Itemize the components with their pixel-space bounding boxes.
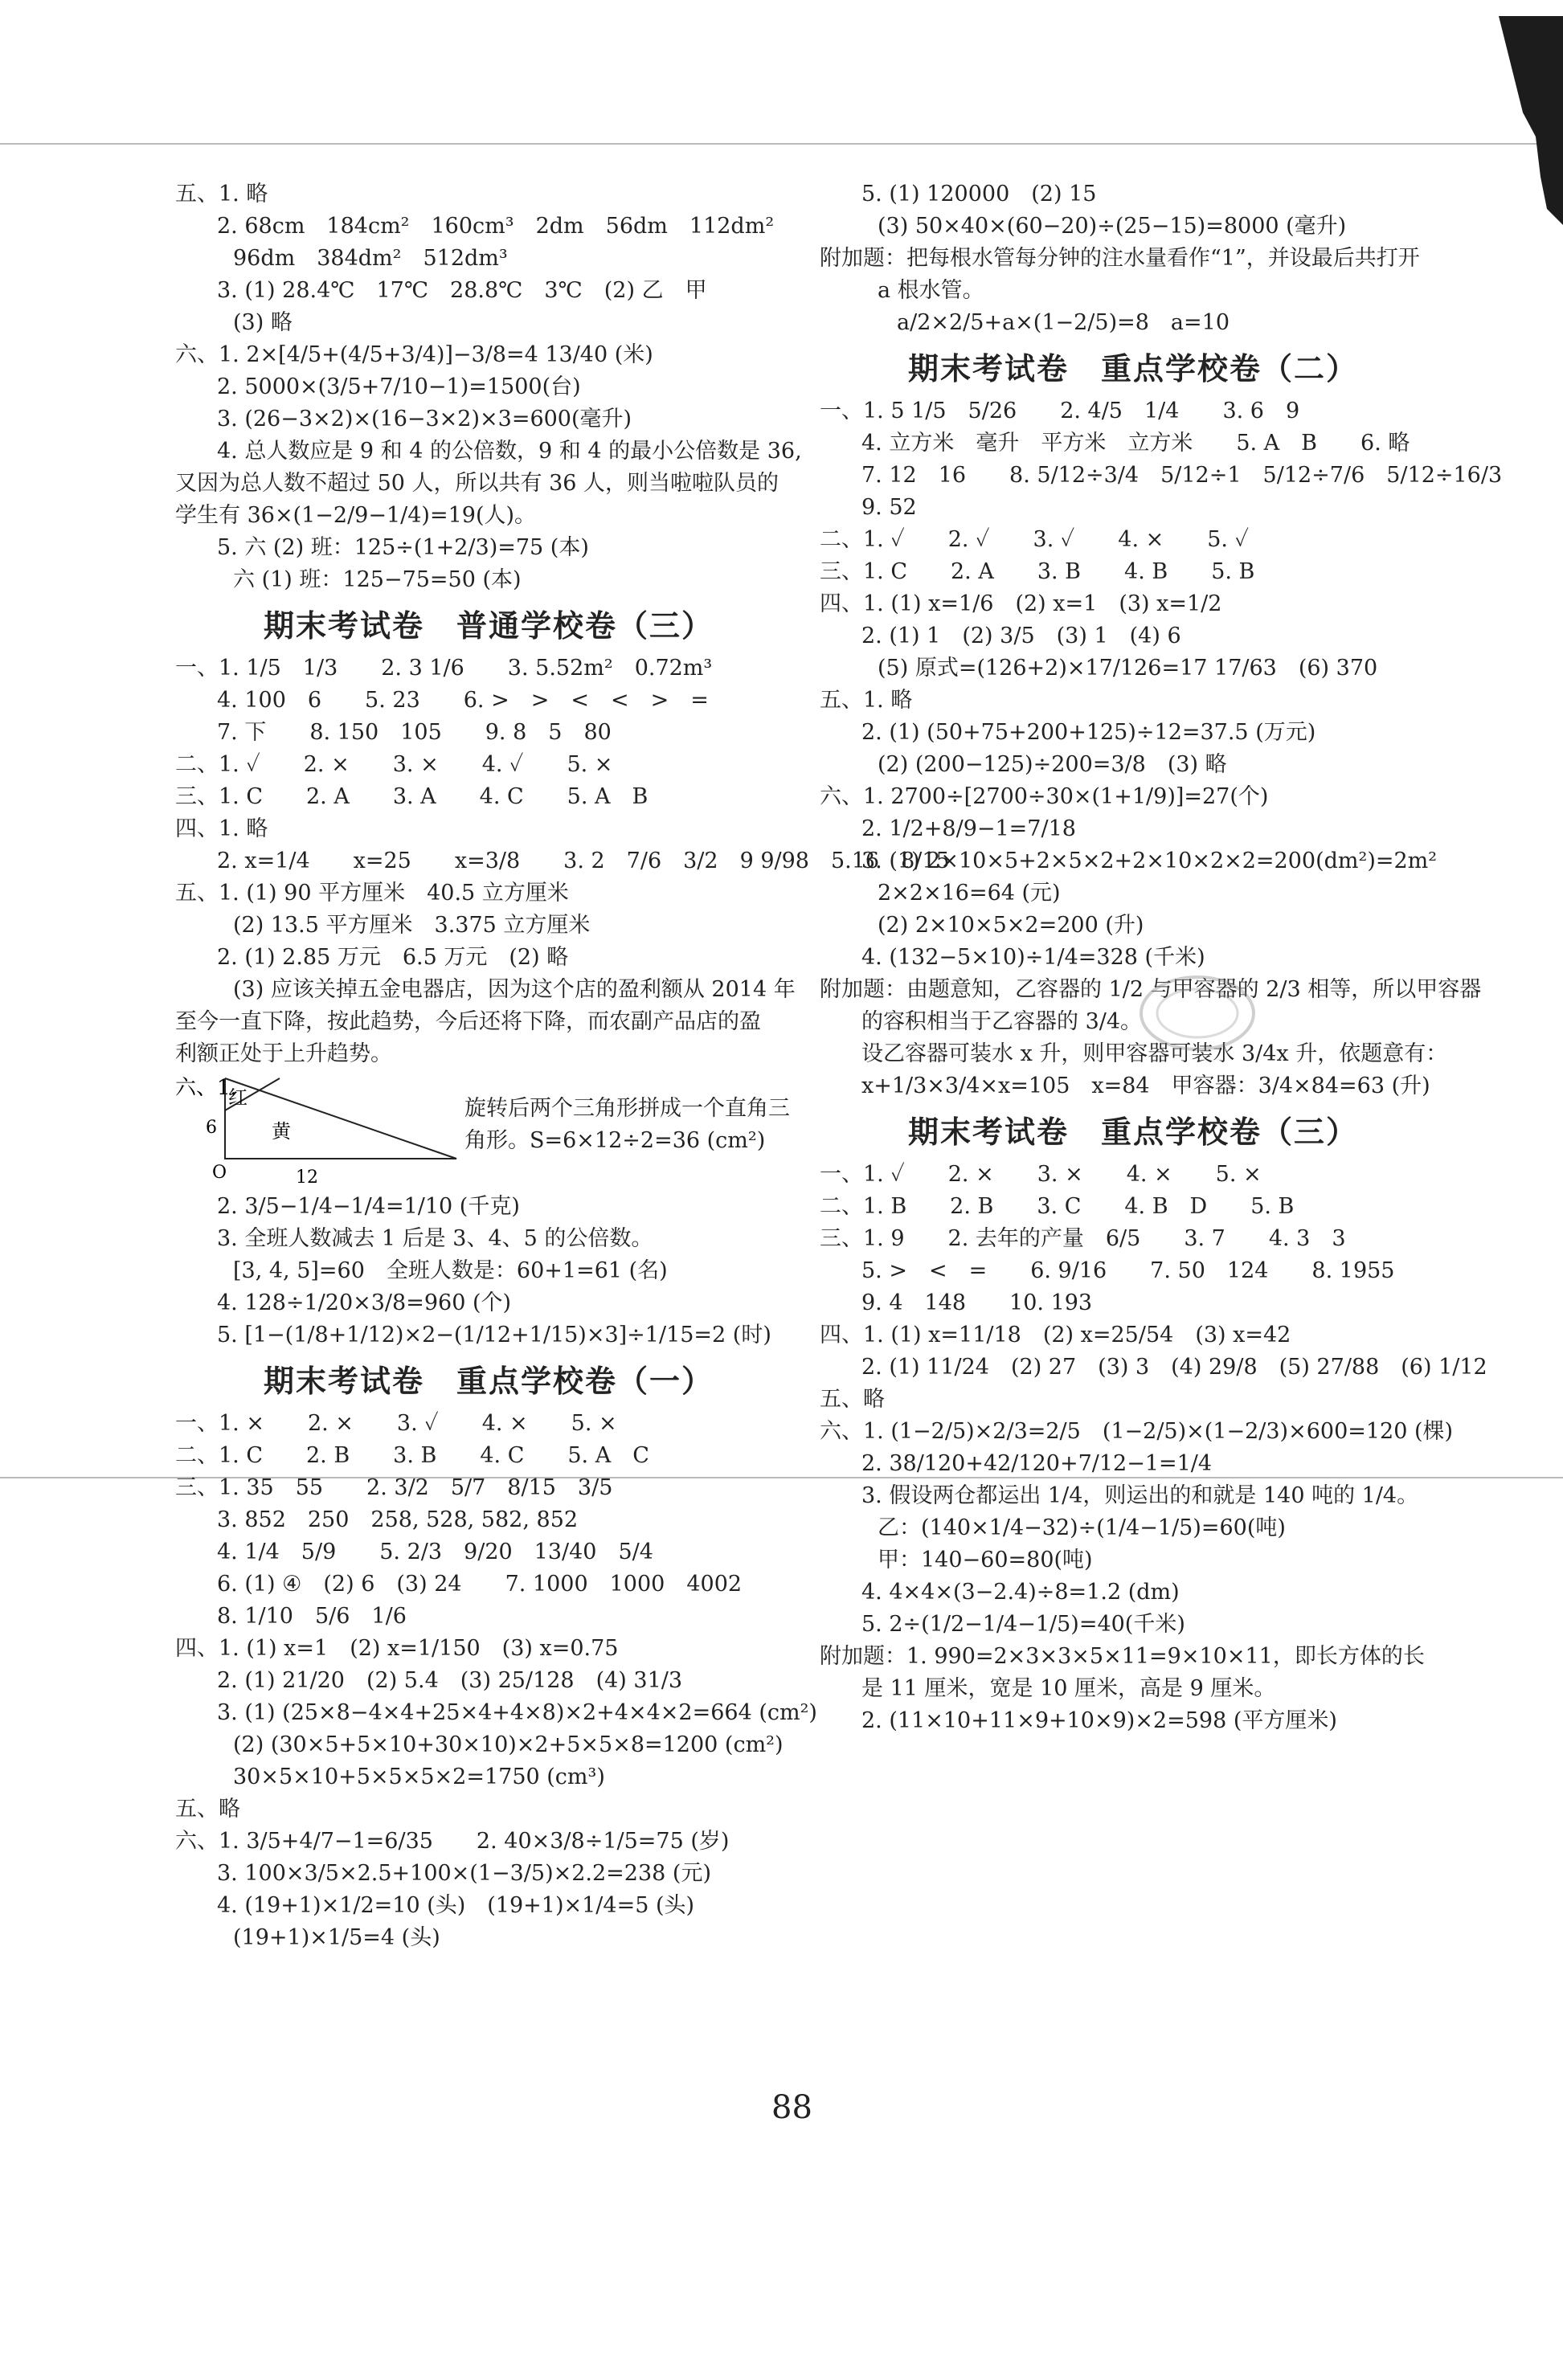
answer-line: 2. (1) (50+75+200+125)÷12=37.5 (万元) [861, 720, 1316, 745]
answer-line: 3. 全班人数减去 1 后是 3、4、5 的公倍数。 [217, 1226, 653, 1251]
answer-line: 3. 假设两仓都运出 1/4，则运出的和就是 140 吨的 1/4。 [861, 1483, 1419, 1508]
section-title: 期末考试卷 普通学校卷（三） [263, 608, 714, 644]
answer-line: 2. x=1/4 x=25 x=3/8 3. 2 7/6 3/2 9 9/98 5.16 8/15 [217, 849, 950, 873]
answer-line: 9. 52 [861, 495, 917, 520]
answer-line: 三、1. 35 55 2. 3/2 5/7 8/15 3/5 [175, 1475, 613, 1500]
answer-line: 五、略 [820, 1387, 885, 1412]
page-number: 88 [771, 2089, 812, 2126]
figure-label: 六、1. [175, 1076, 237, 1100]
answer-line: 六、1. (1−2/5)×2/3=2/5 (1−2/5)×(1−2/3)×600=120 (棵) [820, 1419, 1454, 1444]
answer-line: 四、1. (1) x=11/18 (2) x=25/54 (3) x=42 [820, 1323, 1291, 1347]
answer-line: 6. (1) ④ (2) 6 (3) 24 7. 1000 1000 4002 [217, 1572, 743, 1597]
answer-line: 5. [1−(1/8+1/12)×2−(1/12+1/15)×3]÷1/15=2 (时) [217, 1323, 771, 1347]
answer-line: 7. 12 16 8. 5/12÷3/4 5/12÷1 5/12÷7/6 5/12÷16/3 [861, 463, 1503, 488]
answer-line: 5. > < = 6. 9/16 7. 50 124 8. 1955 [861, 1258, 1395, 1283]
answer-line: 至今一直下降，按此趋势，今后还将下降，而农副产品店的盈 [175, 1009, 761, 1034]
answer-line: 六 (1) 班：125−75=50 (本) [233, 567, 522, 592]
answer-line: 4. (19+1)×1/2=10 (头) (19+1)×1/4=5 (头) [217, 1893, 695, 1918]
answer-line: 一、1. 1/5 1/3 2. 3 1/6 3. 5.52m² 0.72m³ [175, 656, 713, 681]
answer-line: 4. 4×4×(3−2.4)÷8=1.2 (dm) [861, 1580, 1180, 1605]
answer-line: 六、1. 2×[4/5+(4/5+3/4)]−3/8=4 13/40 (米) [175, 342, 653, 367]
section-title: 期末考试卷 重点学校卷（三） [908, 1114, 1359, 1150]
answer-line: (2) 13.5 平方厘米 3.375 立方厘米 [233, 913, 591, 938]
answer-line: 5. 2÷(1/2−1/4−1/5)=40(千米) [861, 1612, 1185, 1637]
answer-line: 五、略 [175, 1797, 240, 1822]
answer-line: 2×2×16=64 (元) [878, 881, 1061, 906]
answer-line: 2. (1) 2.85 万元 6.5 万元 (2) 略 [217, 945, 569, 970]
answer-line: (3) 应该关掉五金电器店，因为这个店的盈利额从 2014 年 [233, 977, 796, 1002]
answer-line: 一、1. × 2. × 3. ✓ 4. × 5. × [175, 1411, 617, 1436]
answer-line: 2. 3/5−1/4−1/4=1/10 (千克) [217, 1194, 520, 1219]
answer-line: 4. 立方米 毫升 平方米 立方米 5. A B 6. 略 [861, 431, 1410, 456]
answer-line: 8. 1/10 5/6 1/6 [217, 1604, 407, 1629]
torn-edge [1491, 16, 1563, 225]
answer-line: 2. (1) 11/24 (2) 27 (3) 3 (4) 29/8 (5) 27/88 (6) 1/12 [861, 1355, 1487, 1380]
answer-line: 四、1. (1) x=1 (2) x=1/150 (3) x=0.75 [175, 1636, 619, 1661]
answer-line: (2) 2×10×5×2=200 (升) [878, 913, 1144, 938]
answer-line: 4. 128÷1/20×3/8=960 (个) [217, 1290, 512, 1315]
answer-line: 二、1. ✓ 2. × 3. × 4. ✓ 5. × [175, 752, 613, 777]
answer-line: 二、1. ✓ 2. ✓ 3. ✓ 4. × 5. ✓ [820, 527, 1249, 552]
section-title: 期末考试卷 重点学校卷（一） [263, 1364, 714, 1399]
answer-line: 六、1. 3/5+4/7−1=6/35 2. 40×3/8÷1/5=75 (岁) [175, 1829, 730, 1854]
right-column [820, 178, 1503, 1737]
answer-line: 5. 六 (2) 班：125÷(1+2/3)=75 (本) [217, 535, 589, 560]
answer-line: 二、1. C 2. B 3. B 4. C 5. A C [175, 1443, 649, 1468]
answer-line: x+1/3×3/4×x=105 x=84 甲容器：3/4×84=63 (升) [861, 1073, 1430, 1098]
answer-line: 4. 1/4 5/9 5. 2/3 9/20 13/40 5/4 [217, 1540, 653, 1564]
label-yellow: 黄 [272, 1120, 291, 1143]
label-six: 6 [206, 1118, 217, 1138]
answer-line: (3) 50×40×(60−20)÷(25−15)=8000 (毫升) [878, 214, 1347, 239]
answer-line: 三、1. C 2. A 3. B 4. B 5. B [820, 559, 1255, 584]
answer-line: 三、1. C 2. A 3. A 4. C 5. A B [175, 784, 649, 809]
answer-line: 甲：140−60=80(吨) [878, 1548, 1093, 1572]
answer-line: 的容积相当于乙容器的 3/4。 [861, 1009, 1143, 1034]
answer-line: 2. 38/120+42/120+7/12−1=1/4 [861, 1451, 1213, 1476]
answer-line: 4. 总人数应是 9 和 4 的公倍数，9 和 4 的最小公倍数是 36, [217, 439, 802, 464]
label-twelve: 12 [296, 1168, 318, 1188]
answer-line: 三、1. 9 2. 去年的产量 6/5 3. 7 4. 3 3 [820, 1226, 1346, 1251]
answer-line: 附加题：把每根水管每分钟的注水量看作“1”，并设最后共打开 [820, 246, 1420, 271]
label-origin: O [212, 1163, 227, 1183]
answer-line: 96dm 384dm² 512dm³ [233, 246, 508, 271]
answer-line: [3, 4, 5]=60 全班人数是：60+1=61 (名) [233, 1258, 668, 1283]
answer-line: 附加题：由题意知，乙容器的 1/2 与甲容器的 2/3 相等，所以甲容器 [820, 977, 1482, 1002]
answer-line: 是 11 厘米，宽是 10 厘米，高是 9 厘米。 [861, 1676, 1276, 1701]
answer-line: a 根水管。 [878, 278, 984, 303]
answer-line: 利额正处于上升趋势。 [175, 1041, 392, 1066]
answer-line: 3. (1) (25×8−4×4+25×4+4×8)×2+4×4×2=664 (cm²) [217, 1700, 817, 1725]
answer-line: 附加题：1. 990=2×3×3×5×11=9×10×11，即长方体的长 [820, 1644, 1425, 1669]
answer-line: 2. 68cm 184cm² 160cm³ 2dm 56dm 112dm² [217, 214, 775, 239]
answer-line: (19+1)×1/5=4 (头) [233, 1925, 440, 1950]
answer-line: 二、1. B 2. B 3. C 4. B D 5. B [820, 1194, 1295, 1219]
answer-line: 4. 100 6 5. 23 6. > > < < > = [217, 688, 709, 713]
answer-line: 设乙容器可装水 x 升，则甲容器可装水 3/4x 升，依题意有： [861, 1041, 1448, 1066]
answer-line: 4. (132−5×10)÷1/4=328 (千米) [861, 945, 1205, 970]
answer-line: 一、1. 5 1/5 5/26 2. 4/5 1/4 3. 6 9 [820, 399, 1300, 423]
answer-line: 5. (1) 120000 (2) 15 [861, 182, 1097, 207]
answer-line: 3. (1) 2×10×5+2×5×2+2×10×2×2=200(dm²)=2m² [861, 849, 1438, 873]
answer-line: 学生有 36×(1−2/9−1/4)=19(人)。 [175, 503, 537, 528]
answer-line: 2. (1) 1 (2) 3/5 (3) 1 (4) 6 [861, 624, 1181, 648]
answer-line: 四、1. (1) x=1/6 (2) x=1 (3) x=1/2 [820, 591, 1222, 616]
answer-line: (5) 原式=(126+2)×17/126=17 17/63 (6) 370 [878, 656, 1378, 681]
answer-line: a/2×2/5+a×(1−2/5)=8 a=10 [897, 310, 1230, 335]
answer-line: 3. (1) 28.4℃ 17℃ 28.8℃ 3℃ (2) 乙 甲 [217, 278, 707, 303]
answer-line: 四、1. 略 [175, 816, 268, 841]
answer-line: 3. (26−3×2)×(16−3×2)×3=600(毫升) [217, 407, 632, 431]
triangle-figure [175, 1070, 802, 1191]
answer-line: 7. 下 8. 150 105 9. 8 5 80 [217, 720, 612, 745]
answer-line: 3. 852 250 258, 528, 582, 852 [217, 1507, 579, 1532]
answer-line: 又因为总人数不超过 50 人，所以共有 36 人，则当啦啦队员的 [175, 471, 779, 496]
answer-line: 2. 5000×(3/5+7/10−1)=1500(台) [217, 374, 581, 399]
label-red: 红 [228, 1086, 248, 1109]
answer-line: (3) 略 [233, 310, 293, 335]
answer-line: 2. 1/2+8/9−1=7/18 [861, 816, 1076, 841]
answer-line: 五、1. (1) 90 平方厘米 40.5 立方厘米 [175, 881, 569, 906]
answer-line: (2) (30×5+5×10+30×10)×2+5×5×8=1200 (cm²) [233, 1732, 784, 1757]
triangle-diagram [175, 1070, 464, 1191]
answer-line: 六、1. 2700÷[2700÷30×(1+1/9)]=27(个) [820, 784, 1269, 809]
answer-line: 30×5×10+5×5×5×2=1750 (cm³) [233, 1765, 605, 1789]
answer-line: 乙：(140×1/4−32)÷(1/4−1/5)=60(吨) [878, 1515, 1286, 1540]
top-rule [0, 143, 1563, 145]
watermark-stamp [1133, 969, 1262, 1057]
answer-line: 2. (1) 21/20 (2) 5.4 (3) 25/128 (4) 31/3 [217, 1668, 683, 1693]
answer-line: (2) (200−125)÷200=3/8 (3) 略 [878, 752, 1227, 777]
answer-line: 9. 4 148 10. 193 [861, 1290, 1093, 1315]
answer-line: 2. (11×10+11×9+10×9)×2=598 (平方厘米) [861, 1708, 1337, 1733]
figure-caption: 旋转后两个三角形拼成一个直角三角形。S=6×12÷2=36 (cm²) [464, 1096, 790, 1153]
answer-line: 五、1. 略 [175, 182, 268, 207]
answer-line: 3. 100×3/5×2.5+100×(1−3/5)×2.2=238 (元) [217, 1861, 711, 1886]
section-title: 期末考试卷 重点学校卷（二） [908, 351, 1359, 386]
answer-line: 一、1. ✓ 2. × 3. × 4. × 5. × [820, 1162, 1262, 1187]
answer-line: 五、1. 略 [820, 688, 913, 713]
